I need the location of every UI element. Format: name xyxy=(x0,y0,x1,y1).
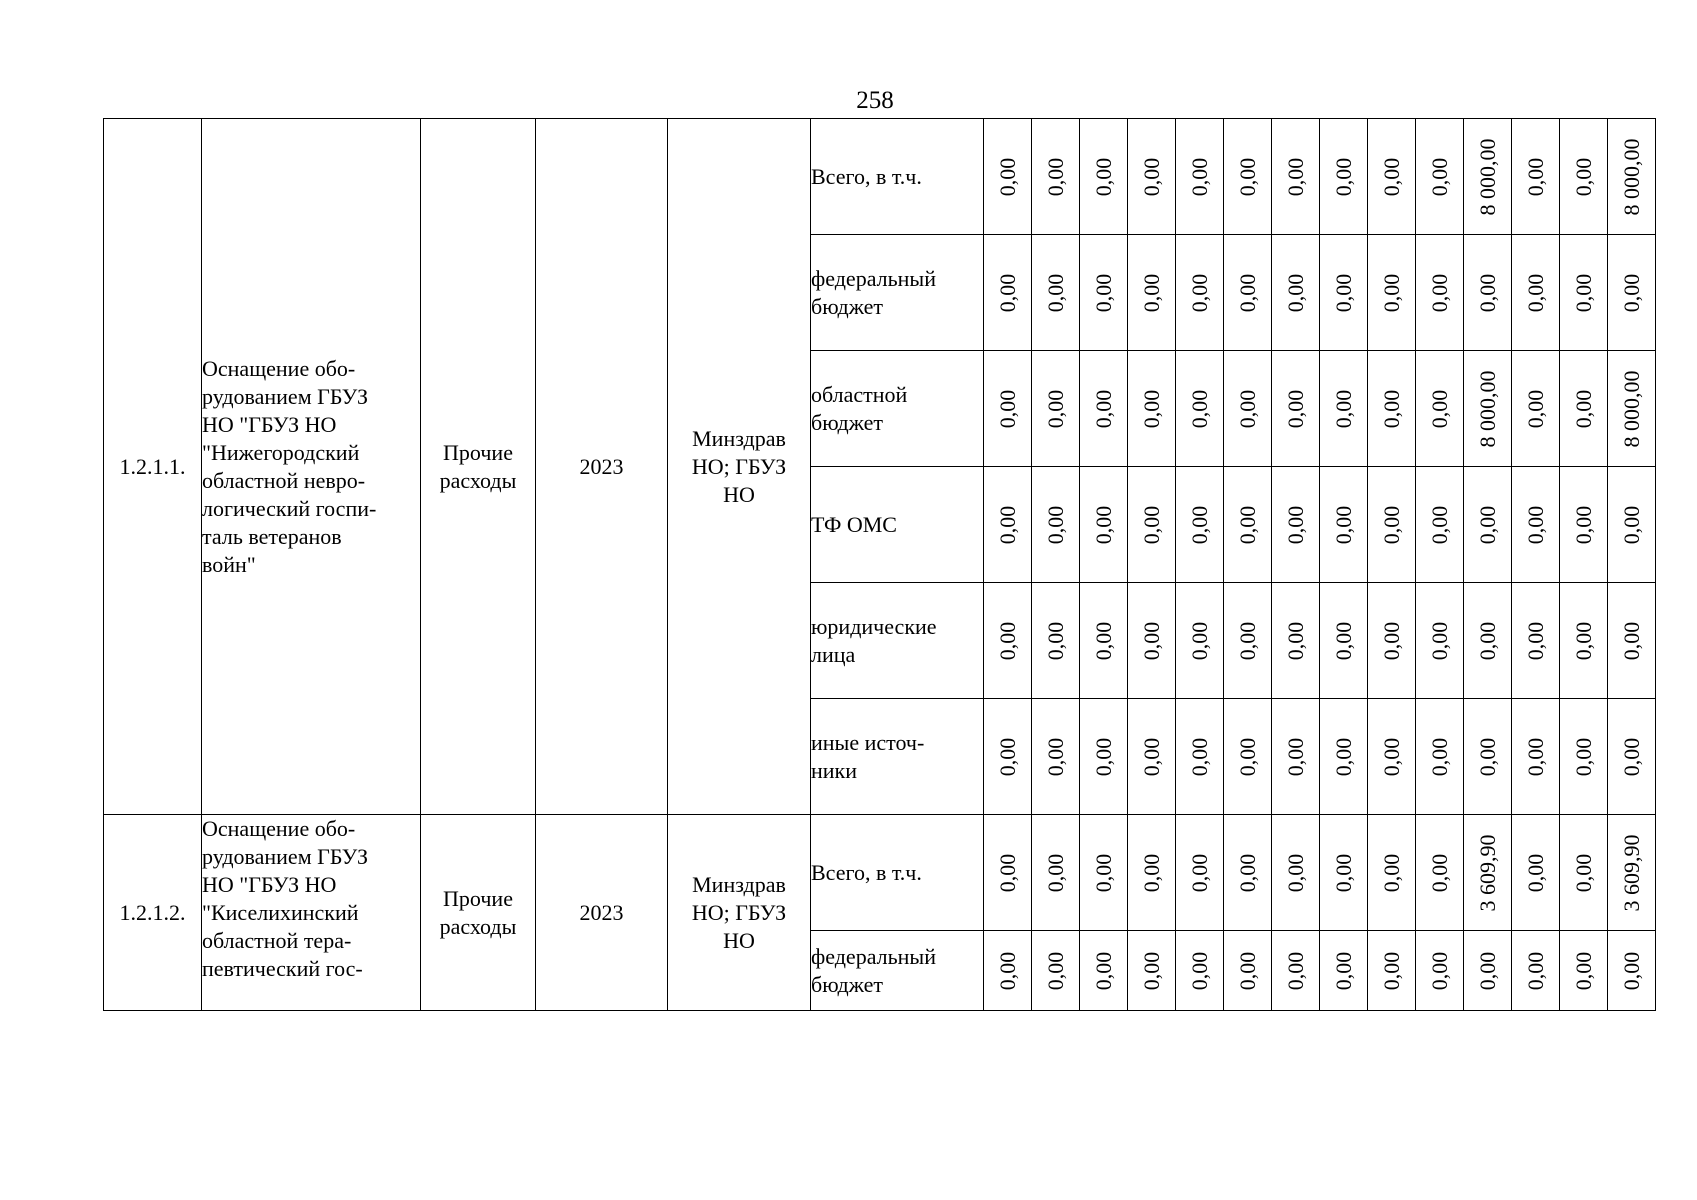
amount-value: 0,00 xyxy=(1426,951,1452,990)
amount-value: 0,00 xyxy=(1234,505,1260,544)
amount-value: 0,00 xyxy=(1522,853,1548,892)
amount-value: 0,00 xyxy=(1042,389,1068,428)
amount-cell xyxy=(1608,931,1656,1011)
amount-cell xyxy=(1560,583,1608,699)
amount-cell xyxy=(1176,583,1224,699)
amount-cell xyxy=(1224,815,1272,931)
amount-value: 8 000,00 xyxy=(1618,138,1644,215)
amount-value: 0,00 xyxy=(1522,951,1548,990)
amount-value: 0,00 xyxy=(1378,951,1404,990)
amount-cell xyxy=(1080,699,1128,815)
amount-cell xyxy=(1320,583,1368,699)
amount-cell xyxy=(1464,583,1512,699)
funding-source: ТФ ОМС xyxy=(811,467,984,583)
amount-value: 0,00 xyxy=(1522,389,1548,428)
amount-value: 0,00 xyxy=(1090,737,1116,776)
amount-cell xyxy=(1176,815,1224,931)
amount-value: 0,00 xyxy=(1138,951,1164,990)
amount-value: 0,00 xyxy=(1570,157,1596,196)
amount-cell xyxy=(1272,815,1320,931)
amount-cell xyxy=(1128,119,1176,235)
amount-cell xyxy=(1080,351,1128,467)
amount-value: 0,00 xyxy=(1330,951,1356,990)
amount-cell xyxy=(1320,699,1368,815)
amount-cell xyxy=(984,931,1032,1011)
amount-cell xyxy=(1272,235,1320,351)
amount-cell xyxy=(1560,119,1608,235)
amount-value: 0,00 xyxy=(1522,505,1548,544)
table-row xyxy=(104,815,1656,931)
amount-cell xyxy=(1512,119,1560,235)
amount-cell xyxy=(1320,815,1368,931)
amount-value: 0,00 xyxy=(1474,273,1500,312)
amount-value: 0,00 xyxy=(1522,621,1548,660)
amount-cell xyxy=(1224,235,1272,351)
amount-value: 0,00 xyxy=(994,853,1020,892)
amount-cell xyxy=(1464,351,1512,467)
amount-cell xyxy=(1224,467,1272,583)
amount-cell xyxy=(1272,351,1320,467)
table-row xyxy=(104,119,1656,235)
amount-cell xyxy=(1128,583,1176,699)
executor: Минздрав НО; ГБУЗ НО xyxy=(668,119,811,815)
funding-source: Всего, в т.ч. xyxy=(811,119,984,235)
amount-cell xyxy=(1320,351,1368,467)
funding-source: Всего, в т.ч. xyxy=(811,815,984,931)
amount-value: 0,00 xyxy=(1186,389,1212,428)
amount-value: 0,00 xyxy=(1426,505,1452,544)
amount-cell xyxy=(1416,699,1464,815)
amount-cell xyxy=(1080,815,1128,931)
amount-cell xyxy=(1512,351,1560,467)
amount-cell xyxy=(1128,931,1176,1011)
amount-cell xyxy=(1512,699,1560,815)
amount-cell xyxy=(1512,931,1560,1011)
amount-cell xyxy=(1272,931,1320,1011)
amount-cell xyxy=(1416,467,1464,583)
amount-value: 0,00 xyxy=(1378,505,1404,544)
amount-cell xyxy=(1320,931,1368,1011)
amount-value: 0,00 xyxy=(1474,737,1500,776)
amount-value: 0,00 xyxy=(1234,737,1260,776)
budget-table xyxy=(103,118,1656,1011)
amount-value: 0,00 xyxy=(1426,157,1452,196)
funding-source: юридические лица xyxy=(811,583,984,699)
amount-value: 0,00 xyxy=(1186,273,1212,312)
amount-cell xyxy=(1368,235,1416,351)
amount-cell xyxy=(1176,351,1224,467)
expense-type: Прочие расходы xyxy=(421,815,536,1011)
amount-value: 0,00 xyxy=(994,273,1020,312)
amount-value: 0,00 xyxy=(1618,505,1644,544)
amount-value: 0,00 xyxy=(1282,505,1308,544)
amount-value: 0,00 xyxy=(1138,853,1164,892)
funding-source: федеральный бюджет xyxy=(811,931,984,1011)
amount-value: 0,00 xyxy=(1570,621,1596,660)
amount-value: 0,00 xyxy=(1282,157,1308,196)
amount-value: 0,00 xyxy=(1186,157,1212,196)
amount-value: 0,00 xyxy=(1282,389,1308,428)
amount-cell xyxy=(984,815,1032,931)
amount-cell xyxy=(1128,235,1176,351)
amount-value: 0,00 xyxy=(1282,737,1308,776)
amount-value: 8 000,00 xyxy=(1474,138,1500,215)
amount-value: 8 000,00 xyxy=(1618,370,1644,447)
amount-cell xyxy=(1512,815,1560,931)
amount-value: 0,00 xyxy=(1378,853,1404,892)
amount-cell xyxy=(1608,467,1656,583)
amount-cell xyxy=(1032,351,1080,467)
amount-value: 0,00 xyxy=(1426,621,1452,660)
amount-value: 0,00 xyxy=(1378,389,1404,428)
amount-cell xyxy=(1512,235,1560,351)
amount-value: 0,00 xyxy=(1618,621,1644,660)
amount-cell xyxy=(1560,699,1608,815)
amount-cell xyxy=(1224,931,1272,1011)
amount-value: 0,00 xyxy=(1474,505,1500,544)
amount-value: 0,00 xyxy=(994,621,1020,660)
amount-value: 0,00 xyxy=(1426,273,1452,312)
amount-cell xyxy=(984,583,1032,699)
amount-cell xyxy=(1176,235,1224,351)
amount-value: 0,00 xyxy=(1138,621,1164,660)
amount-value: 0,00 xyxy=(1570,389,1596,428)
funding-source: иные источ- ники xyxy=(811,699,984,815)
amount-cell xyxy=(1368,351,1416,467)
amount-value: 0,00 xyxy=(1234,951,1260,990)
amount-value: 0,00 xyxy=(1090,157,1116,196)
amount-cell xyxy=(984,235,1032,351)
amount-value: 0,00 xyxy=(1522,737,1548,776)
amount-cell xyxy=(1368,119,1416,235)
amount-cell xyxy=(1608,583,1656,699)
funding-source: федеральный бюджет xyxy=(811,235,984,351)
amount-value: 0,00 xyxy=(1426,853,1452,892)
amount-value: 0,00 xyxy=(1378,273,1404,312)
amount-cell xyxy=(1224,351,1272,467)
amount-cell xyxy=(1272,119,1320,235)
amount-cell xyxy=(1512,583,1560,699)
amount-value: 0,00 xyxy=(1330,389,1356,428)
amount-value: 0,00 xyxy=(1282,621,1308,660)
amount-cell xyxy=(1416,931,1464,1011)
amount-cell xyxy=(1608,119,1656,235)
amount-value: 0,00 xyxy=(1042,273,1068,312)
amount-value: 0,00 xyxy=(994,737,1020,776)
amount-cell xyxy=(1128,351,1176,467)
amount-value: 0,00 xyxy=(1570,737,1596,776)
amount-value: 0,00 xyxy=(1090,273,1116,312)
amount-cell xyxy=(1560,351,1608,467)
amount-cell xyxy=(1608,351,1656,467)
amount-cell xyxy=(984,467,1032,583)
amount-cell xyxy=(1512,467,1560,583)
amount-cell xyxy=(1080,235,1128,351)
amount-cell xyxy=(1368,583,1416,699)
amount-value: 0,00 xyxy=(1330,157,1356,196)
amount-value: 0,00 xyxy=(1042,853,1068,892)
amount-value: 0,00 xyxy=(1378,621,1404,660)
amount-value: 0,00 xyxy=(1282,853,1308,892)
amount-value: 0,00 xyxy=(1378,157,1404,196)
amount-cell xyxy=(1128,815,1176,931)
amount-cell xyxy=(1128,467,1176,583)
amount-cell xyxy=(1032,119,1080,235)
item-name: Оснащение обо- рудованием ГБУЗ НО "ГБУЗ НО "Нижегородский областной невро- логический госпи- таль ветеранов войн" xyxy=(202,119,421,815)
amount-value: 0,00 xyxy=(1186,737,1212,776)
amount-cell xyxy=(1080,931,1128,1011)
amount-cell xyxy=(1224,699,1272,815)
amount-value: 0,00 xyxy=(1330,737,1356,776)
amount-value: 8 000,00 xyxy=(1474,370,1500,447)
amount-value: 0,00 xyxy=(1618,737,1644,776)
amount-cell xyxy=(1272,699,1320,815)
amount-value: 0,00 xyxy=(1090,853,1116,892)
amount-cell xyxy=(1128,699,1176,815)
amount-cell xyxy=(1416,351,1464,467)
amount-cell xyxy=(1464,235,1512,351)
amount-cell xyxy=(1320,235,1368,351)
amount-cell xyxy=(1032,235,1080,351)
amount-value: 0,00 xyxy=(1474,951,1500,990)
amount-cell xyxy=(1416,583,1464,699)
amount-value: 0,00 xyxy=(1618,273,1644,312)
amount-value: 0,00 xyxy=(1090,505,1116,544)
executor: Минздрав НО; ГБУЗ НО xyxy=(668,815,811,1011)
amount-cell xyxy=(1416,119,1464,235)
amount-cell xyxy=(1368,931,1416,1011)
amount-cell xyxy=(984,119,1032,235)
amount-value: 0,00 xyxy=(1234,853,1260,892)
amount-value: 0,00 xyxy=(1234,157,1260,196)
item-code: 1.2.1.2. xyxy=(104,815,202,1011)
amount-value: 0,00 xyxy=(1570,273,1596,312)
amount-cell xyxy=(1032,583,1080,699)
amount-value: 3 609,90 xyxy=(1618,834,1644,911)
amount-value: 0,00 xyxy=(1570,951,1596,990)
amount-value: 0,00 xyxy=(1090,951,1116,990)
amount-value: 0,00 xyxy=(1378,737,1404,776)
amount-value: 0,00 xyxy=(1234,273,1260,312)
amount-value: 0,00 xyxy=(1090,621,1116,660)
amount-value: 0,00 xyxy=(1042,157,1068,196)
amount-value: 0,00 xyxy=(1138,389,1164,428)
amount-cell xyxy=(1080,583,1128,699)
amount-cell xyxy=(1608,699,1656,815)
amount-value: 0,00 xyxy=(1138,157,1164,196)
amount-cell xyxy=(1608,235,1656,351)
amount-value: 0,00 xyxy=(1522,157,1548,196)
amount-cell xyxy=(1032,699,1080,815)
amount-cell xyxy=(1368,467,1416,583)
amount-cell xyxy=(1464,467,1512,583)
amount-value: 0,00 xyxy=(1186,621,1212,660)
amount-cell xyxy=(1176,699,1224,815)
amount-value: 0,00 xyxy=(1330,273,1356,312)
amount-cell xyxy=(1224,583,1272,699)
item-name: Оснащение обо- рудованием ГБУЗ НО "ГБУЗ НО "Киселихинский областной тера- певтический гос- xyxy=(202,815,421,1011)
amount-value: 0,00 xyxy=(1186,951,1212,990)
item-code: 1.2.1.1. xyxy=(104,119,202,815)
amount-cell xyxy=(1272,467,1320,583)
amount-value: 0,00 xyxy=(1426,737,1452,776)
amount-cell xyxy=(1176,931,1224,1011)
amount-value: 0,00 xyxy=(1090,389,1116,428)
amount-cell xyxy=(1032,815,1080,931)
amount-cell xyxy=(1560,931,1608,1011)
amount-cell xyxy=(1464,931,1512,1011)
amount-value: 0,00 xyxy=(1570,505,1596,544)
amount-value: 0,00 xyxy=(1522,273,1548,312)
amount-value: 0,00 xyxy=(1330,853,1356,892)
amount-cell xyxy=(1032,931,1080,1011)
amount-value: 0,00 xyxy=(1234,389,1260,428)
amount-value: 0,00 xyxy=(1138,273,1164,312)
amount-cell xyxy=(1416,815,1464,931)
implementation-year: 2023 xyxy=(536,815,668,1011)
amount-cell xyxy=(1080,119,1128,235)
amount-value: 0,00 xyxy=(1282,951,1308,990)
amount-cell xyxy=(1080,467,1128,583)
amount-cell xyxy=(1368,815,1416,931)
amount-value: 0,00 xyxy=(1330,505,1356,544)
amount-value: 0,00 xyxy=(1474,621,1500,660)
amount-value: 0,00 xyxy=(994,951,1020,990)
amount-cell xyxy=(1272,583,1320,699)
amount-cell xyxy=(1320,467,1368,583)
amount-value: 0,00 xyxy=(1426,389,1452,428)
page-number: 258 xyxy=(856,87,894,114)
amount-cell xyxy=(1320,119,1368,235)
amount-value: 0,00 xyxy=(1618,951,1644,990)
amount-value: 0,00 xyxy=(1234,621,1260,660)
amount-cell xyxy=(1464,119,1512,235)
amount-value: 3 609,90 xyxy=(1474,834,1500,911)
amount-value: 0,00 xyxy=(994,505,1020,544)
amount-cell xyxy=(1464,815,1512,931)
amount-value: 0,00 xyxy=(1138,505,1164,544)
amount-cell xyxy=(1464,699,1512,815)
amount-cell xyxy=(1368,699,1416,815)
amount-value: 0,00 xyxy=(994,389,1020,428)
amount-cell xyxy=(1560,235,1608,351)
amount-cell xyxy=(1032,467,1080,583)
amount-cell xyxy=(1176,119,1224,235)
implementation-year: 2023 xyxy=(536,119,668,815)
amount-value: 0,00 xyxy=(1330,621,1356,660)
amount-value: 0,00 xyxy=(1042,737,1068,776)
amount-value: 0,00 xyxy=(1570,853,1596,892)
amount-cell xyxy=(1416,235,1464,351)
amount-value: 0,00 xyxy=(1042,621,1068,660)
expense-type: Прочие расходы xyxy=(421,119,536,815)
amount-value: 0,00 xyxy=(1042,505,1068,544)
amount-cell xyxy=(1608,815,1656,931)
amount-value: 0,00 xyxy=(1186,853,1212,892)
amount-value: 0,00 xyxy=(1282,273,1308,312)
amount-cell xyxy=(1176,467,1224,583)
amount-value: 0,00 xyxy=(1042,951,1068,990)
amount-cell xyxy=(984,699,1032,815)
amount-cell xyxy=(1560,467,1608,583)
amount-cell xyxy=(1560,815,1608,931)
amount-value: 0,00 xyxy=(1138,737,1164,776)
amount-cell xyxy=(1224,119,1272,235)
amount-value: 0,00 xyxy=(1186,505,1212,544)
amount-cell xyxy=(984,351,1032,467)
amount-value: 0,00 xyxy=(994,157,1020,196)
funding-source: областной бюджет xyxy=(811,351,984,467)
